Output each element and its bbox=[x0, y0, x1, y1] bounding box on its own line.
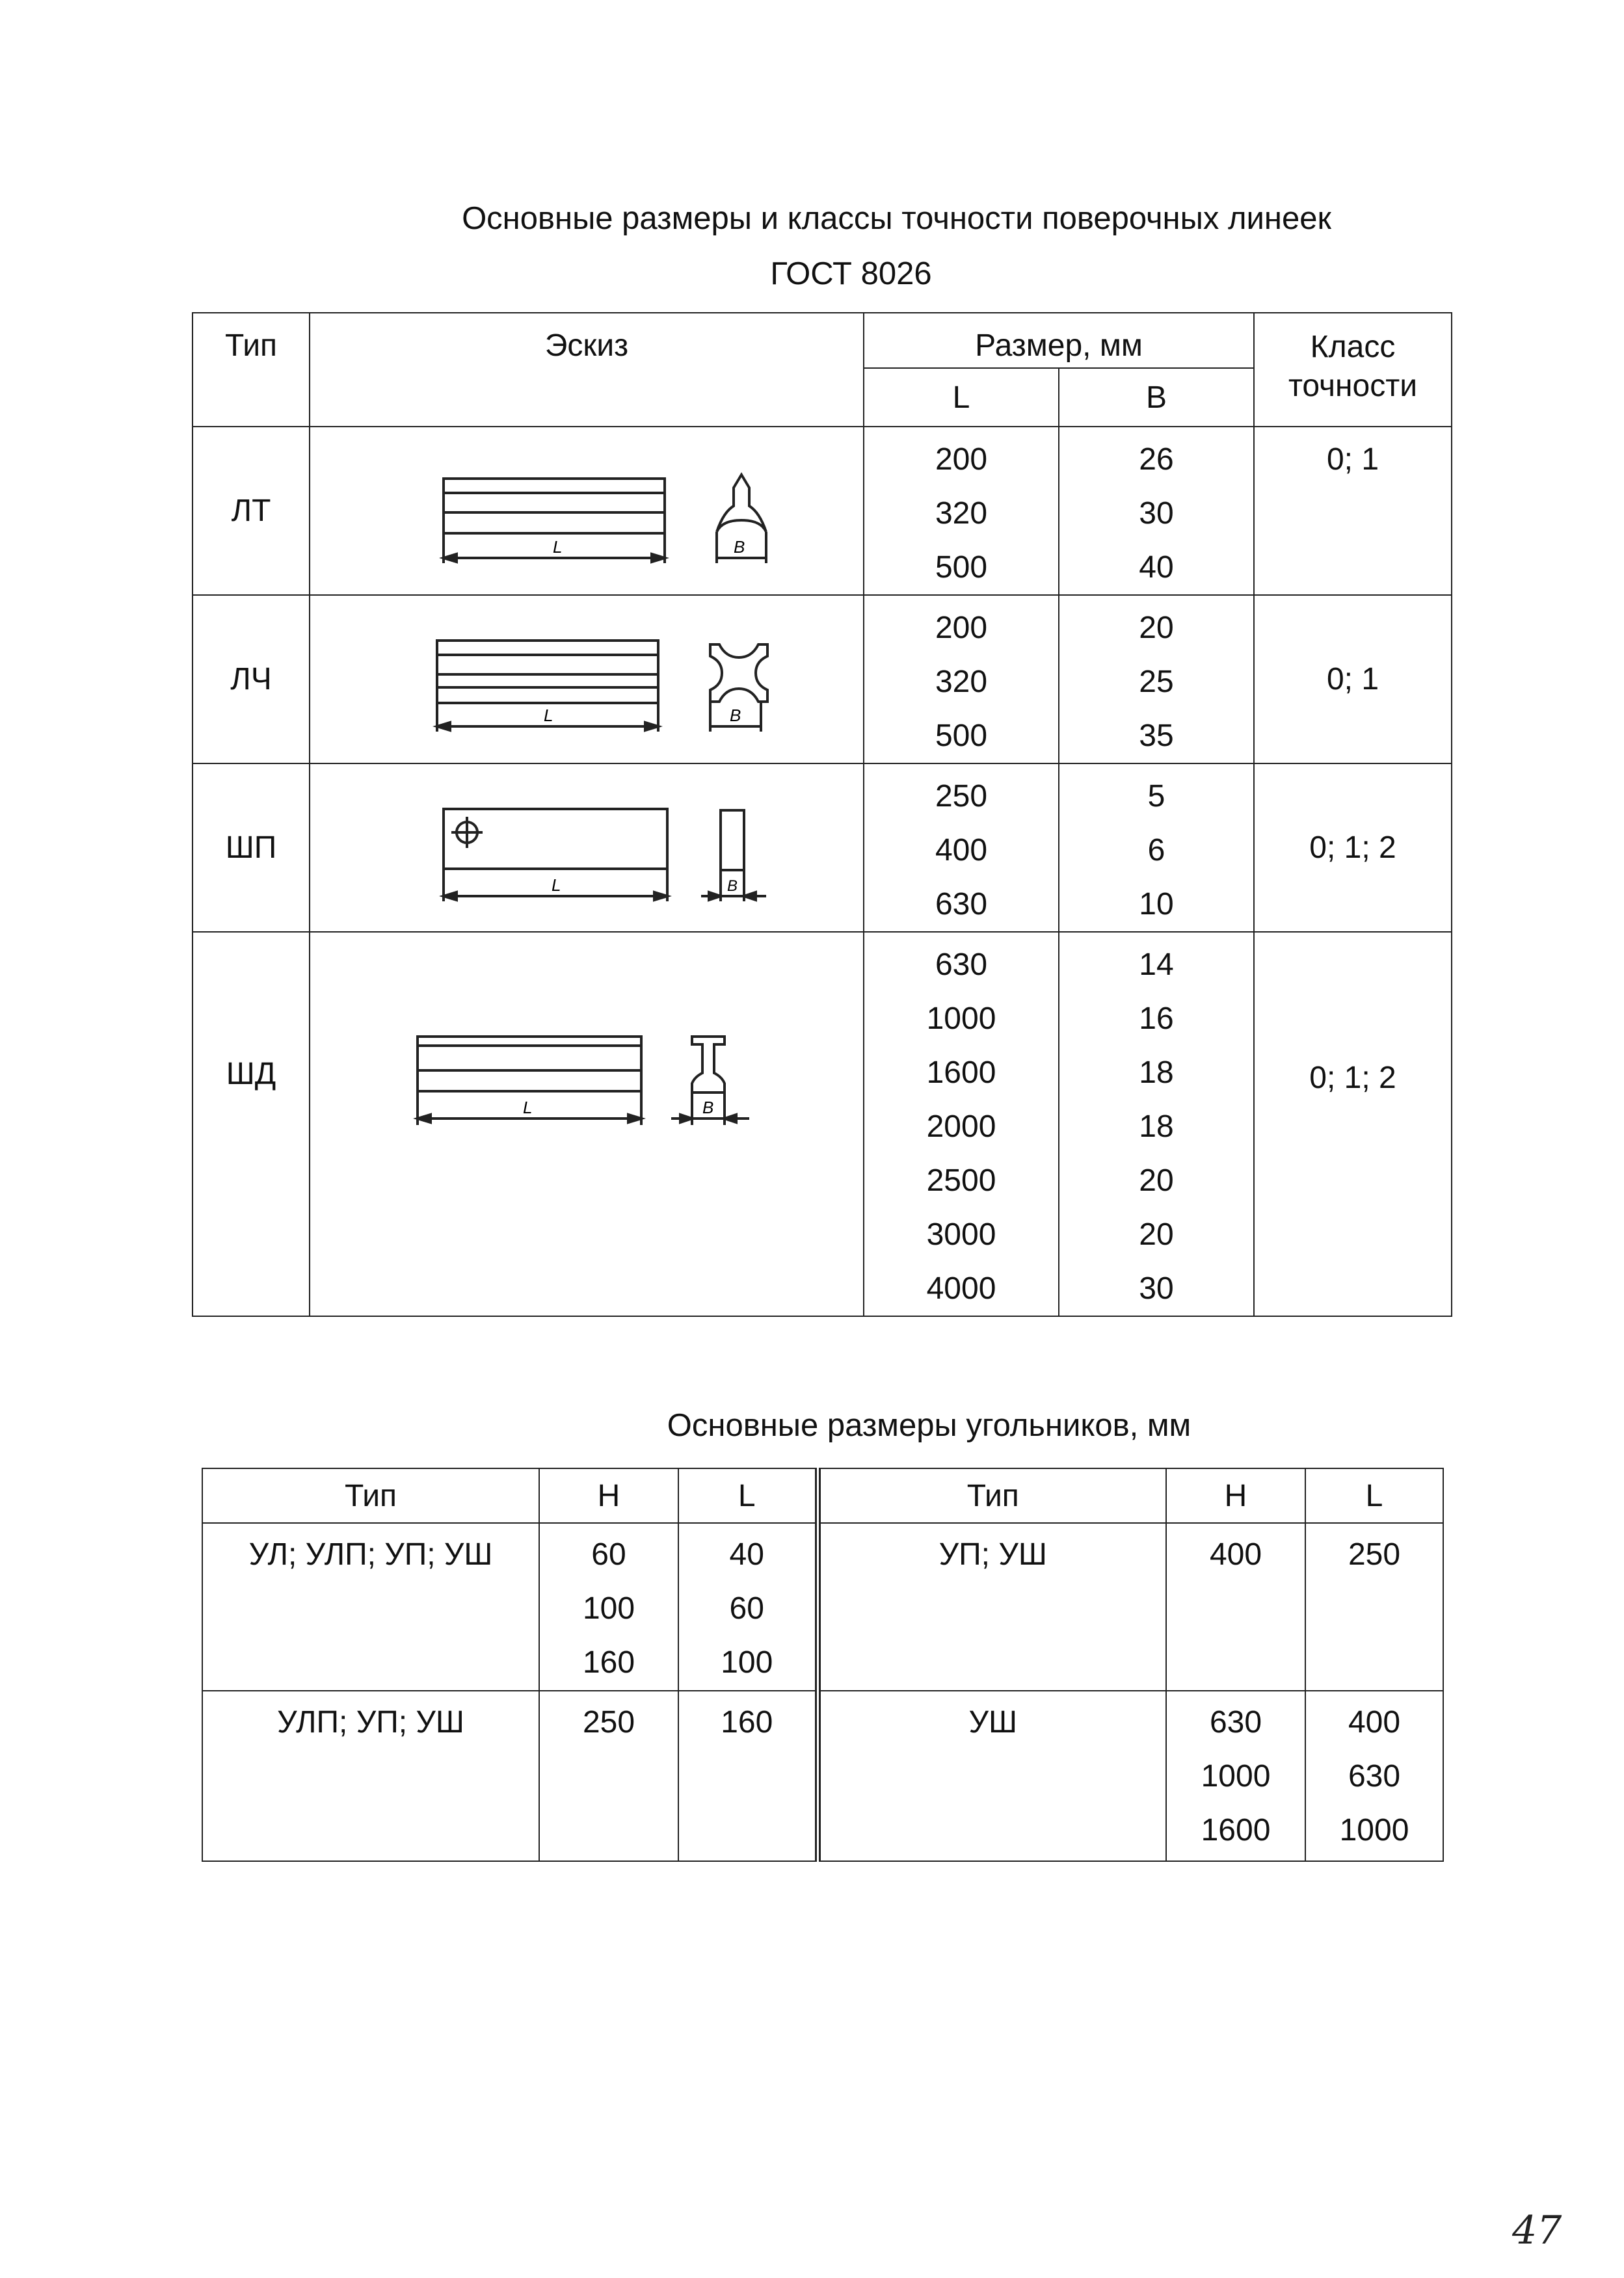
row-type: ШП bbox=[193, 763, 310, 932]
cell-L-right: 250 bbox=[1305, 1523, 1443, 1691]
table2-title: Основные размеры угольников, мм bbox=[667, 1408, 1191, 1443]
row-type: ЛЧ bbox=[193, 595, 310, 763]
row-L: 200 320 500 bbox=[864, 427, 1059, 595]
triangular-ruler-sketch-icon bbox=[310, 427, 864, 595]
header-L: L bbox=[864, 368, 1059, 427]
row-L: 200 320 500 bbox=[864, 595, 1059, 763]
rulers-table bbox=[192, 312, 1452, 1317]
header-class: Класс точности bbox=[1254, 313, 1452, 427]
row-L: 630 1000 1600 2000 2500 3000 4000 bbox=[864, 932, 1059, 1316]
sketch-label-B: B bbox=[734, 536, 745, 557]
row-B: 20 25 35 bbox=[1059, 595, 1254, 763]
table-row bbox=[193, 932, 1452, 1316]
row-class: 0; 1; 2 bbox=[1254, 932, 1452, 1316]
table-row bbox=[193, 427, 1452, 595]
row-class: 0; 1; 2 bbox=[1254, 763, 1452, 932]
cell-L-left: 40 60 100 bbox=[678, 1523, 818, 1691]
header-L-left: L bbox=[678, 1468, 818, 1523]
row-B: 26 30 40 bbox=[1059, 427, 1254, 595]
sketch-label-L: L bbox=[523, 1098, 533, 1117]
header-type-right: Тип bbox=[818, 1468, 1166, 1523]
row-B: 14 16 18 18 20 20 30 bbox=[1059, 932, 1254, 1316]
squares-table bbox=[202, 1468, 1444, 1862]
row-class: 0; 1 bbox=[1254, 595, 1452, 763]
cell-L-left: 160 bbox=[678, 1691, 818, 1861]
flat-straightedge-sketch-icon bbox=[310, 763, 864, 932]
header-L-right: L bbox=[1305, 1468, 1443, 1523]
cell-type-left: УЛП; УП; УШ bbox=[202, 1691, 539, 1861]
cell-H-left: 250 bbox=[539, 1691, 678, 1861]
four-sided-ruler-sketch-icon bbox=[310, 595, 864, 763]
page-number: 47 bbox=[1512, 2208, 1562, 2253]
cell-H-right: 630 1000 1600 bbox=[1166, 1691, 1305, 1861]
cell-type-left: УЛ; УЛП; УП; УШ bbox=[202, 1523, 539, 1691]
header-H-left: H bbox=[539, 1468, 678, 1523]
sketch-label-L: L bbox=[544, 705, 553, 725]
cell-type-right: УШ bbox=[818, 1691, 1166, 1861]
cell-L-right: 400 630 1000 bbox=[1305, 1691, 1443, 1861]
table1-title: Основные размеры и классы точности поверочных линеек bbox=[462, 201, 1331, 236]
header-sketch: Эскиз bbox=[310, 313, 864, 427]
header-type-left: Тип bbox=[202, 1468, 539, 1523]
sketch-label-B: B bbox=[702, 1098, 714, 1117]
table-row bbox=[193, 595, 1452, 763]
row-type: ШД bbox=[193, 932, 310, 1316]
cell-H-right: 400 bbox=[1166, 1523, 1305, 1691]
header-H-right: H bbox=[1166, 1468, 1305, 1523]
row-L: 250 400 630 bbox=[864, 763, 1059, 932]
table1-standard: ГОСТ 8026 bbox=[770, 256, 932, 291]
row-B: 5 6 10 bbox=[1059, 763, 1254, 932]
table-row bbox=[202, 1691, 1443, 1861]
table-row bbox=[202, 1523, 1443, 1691]
cell-H-left: 60 100 160 bbox=[539, 1523, 678, 1691]
sketch-label-B: B bbox=[727, 877, 738, 895]
header-size: Размер, мм bbox=[864, 313, 1254, 368]
header-B: B bbox=[1059, 368, 1254, 427]
header-type: Тип bbox=[193, 313, 310, 427]
table-row bbox=[193, 763, 1452, 932]
i-beam-straightedge-sketch-icon bbox=[310, 932, 864, 1316]
cell-type-right: УП; УШ bbox=[818, 1523, 1166, 1691]
row-type: ЛТ bbox=[193, 427, 310, 595]
sketch-label-L: L bbox=[553, 536, 563, 557]
sketch-label-L: L bbox=[552, 875, 561, 895]
row-class: 0; 1 bbox=[1254, 427, 1452, 595]
sketch-label-B: B bbox=[730, 705, 741, 725]
